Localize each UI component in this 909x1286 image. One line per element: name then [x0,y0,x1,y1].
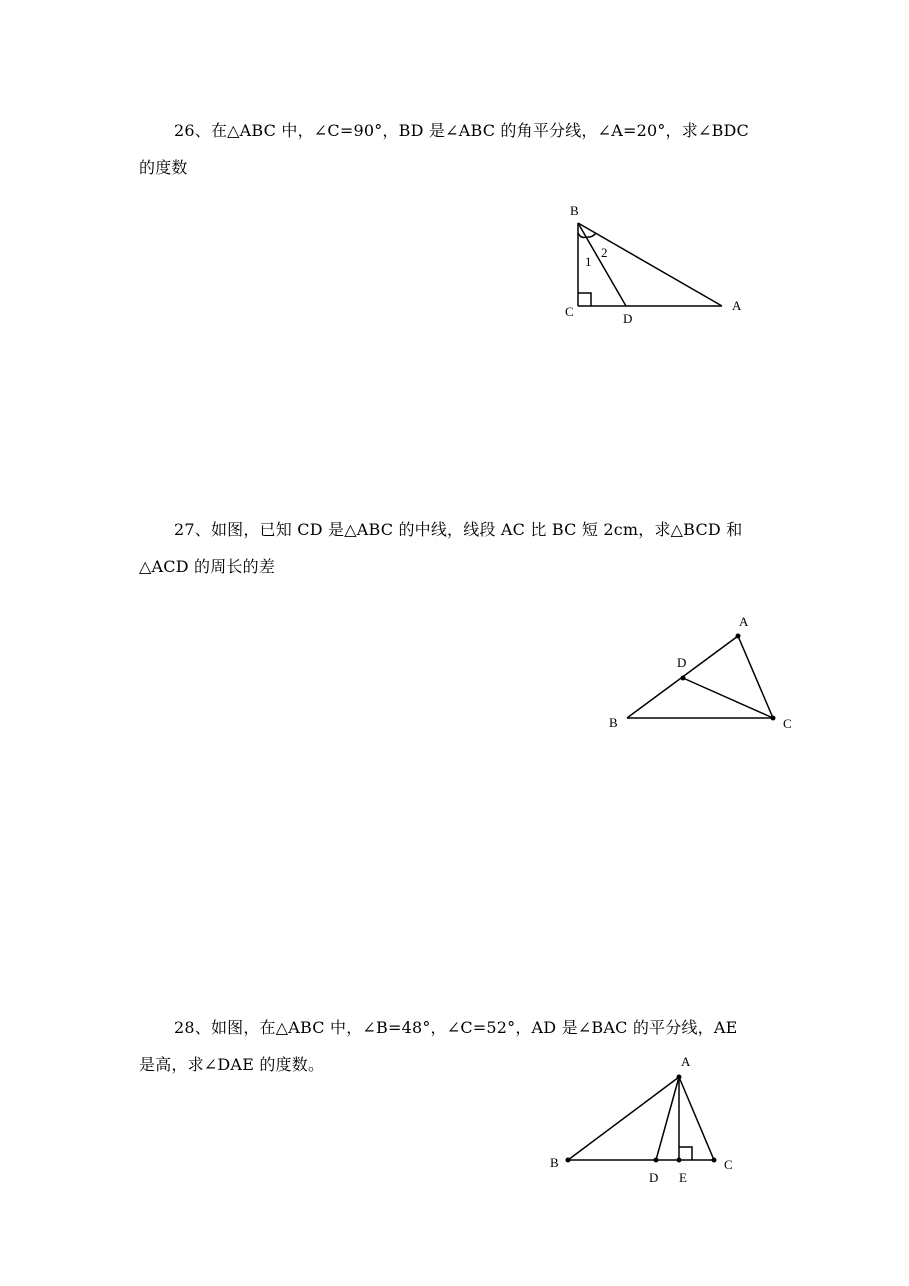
point-c [712,1158,717,1163]
segment-ad [656,1077,679,1160]
label-c: C [565,304,574,319]
label-e: E [679,1170,687,1185]
label-b: B [570,203,579,218]
point-d [654,1158,659,1163]
problem-27-line2: △ACD 的周长的差 [139,557,276,576]
label-d: D [623,311,633,326]
point-b [566,1158,571,1163]
label-c: C [724,1157,733,1172]
point-e [677,1158,682,1163]
problem-26-line2: 的度数 [139,158,188,177]
problem-27-line1: 27、如图，已知 CD 是△ABC 的中线，线段 AC 比 BC 短 2cm，求△BCD 和 [174,520,743,539]
label-a: A [681,1054,691,1069]
label-angle-1: 1 [585,254,592,269]
label-c: C [783,716,792,731]
point-a [677,1075,682,1080]
label-a: A [739,614,749,629]
right-angle-mark-e [679,1147,692,1160]
segment-ba [568,1077,679,1160]
label-b: B [550,1155,559,1170]
label-a: A [732,298,742,313]
problem-28-line2: 是高，求∠DAE 的度数。 [139,1055,325,1074]
label-d: D [649,1170,659,1185]
label-angle-2: 2 [601,245,608,260]
problem-26-line1: 26、在△ABC 中，∠C=90°，BD 是∠ABC 的角平分线，∠A=20°，求∠BDC [174,121,749,140]
label-d: D [677,655,687,670]
problem-28-line1: 28、如图，在△ABC 中，∠B=48°，∠C=52°，AD 是∠BAC 的平分线，AE [174,1018,738,1037]
label-b: B [609,715,618,730]
